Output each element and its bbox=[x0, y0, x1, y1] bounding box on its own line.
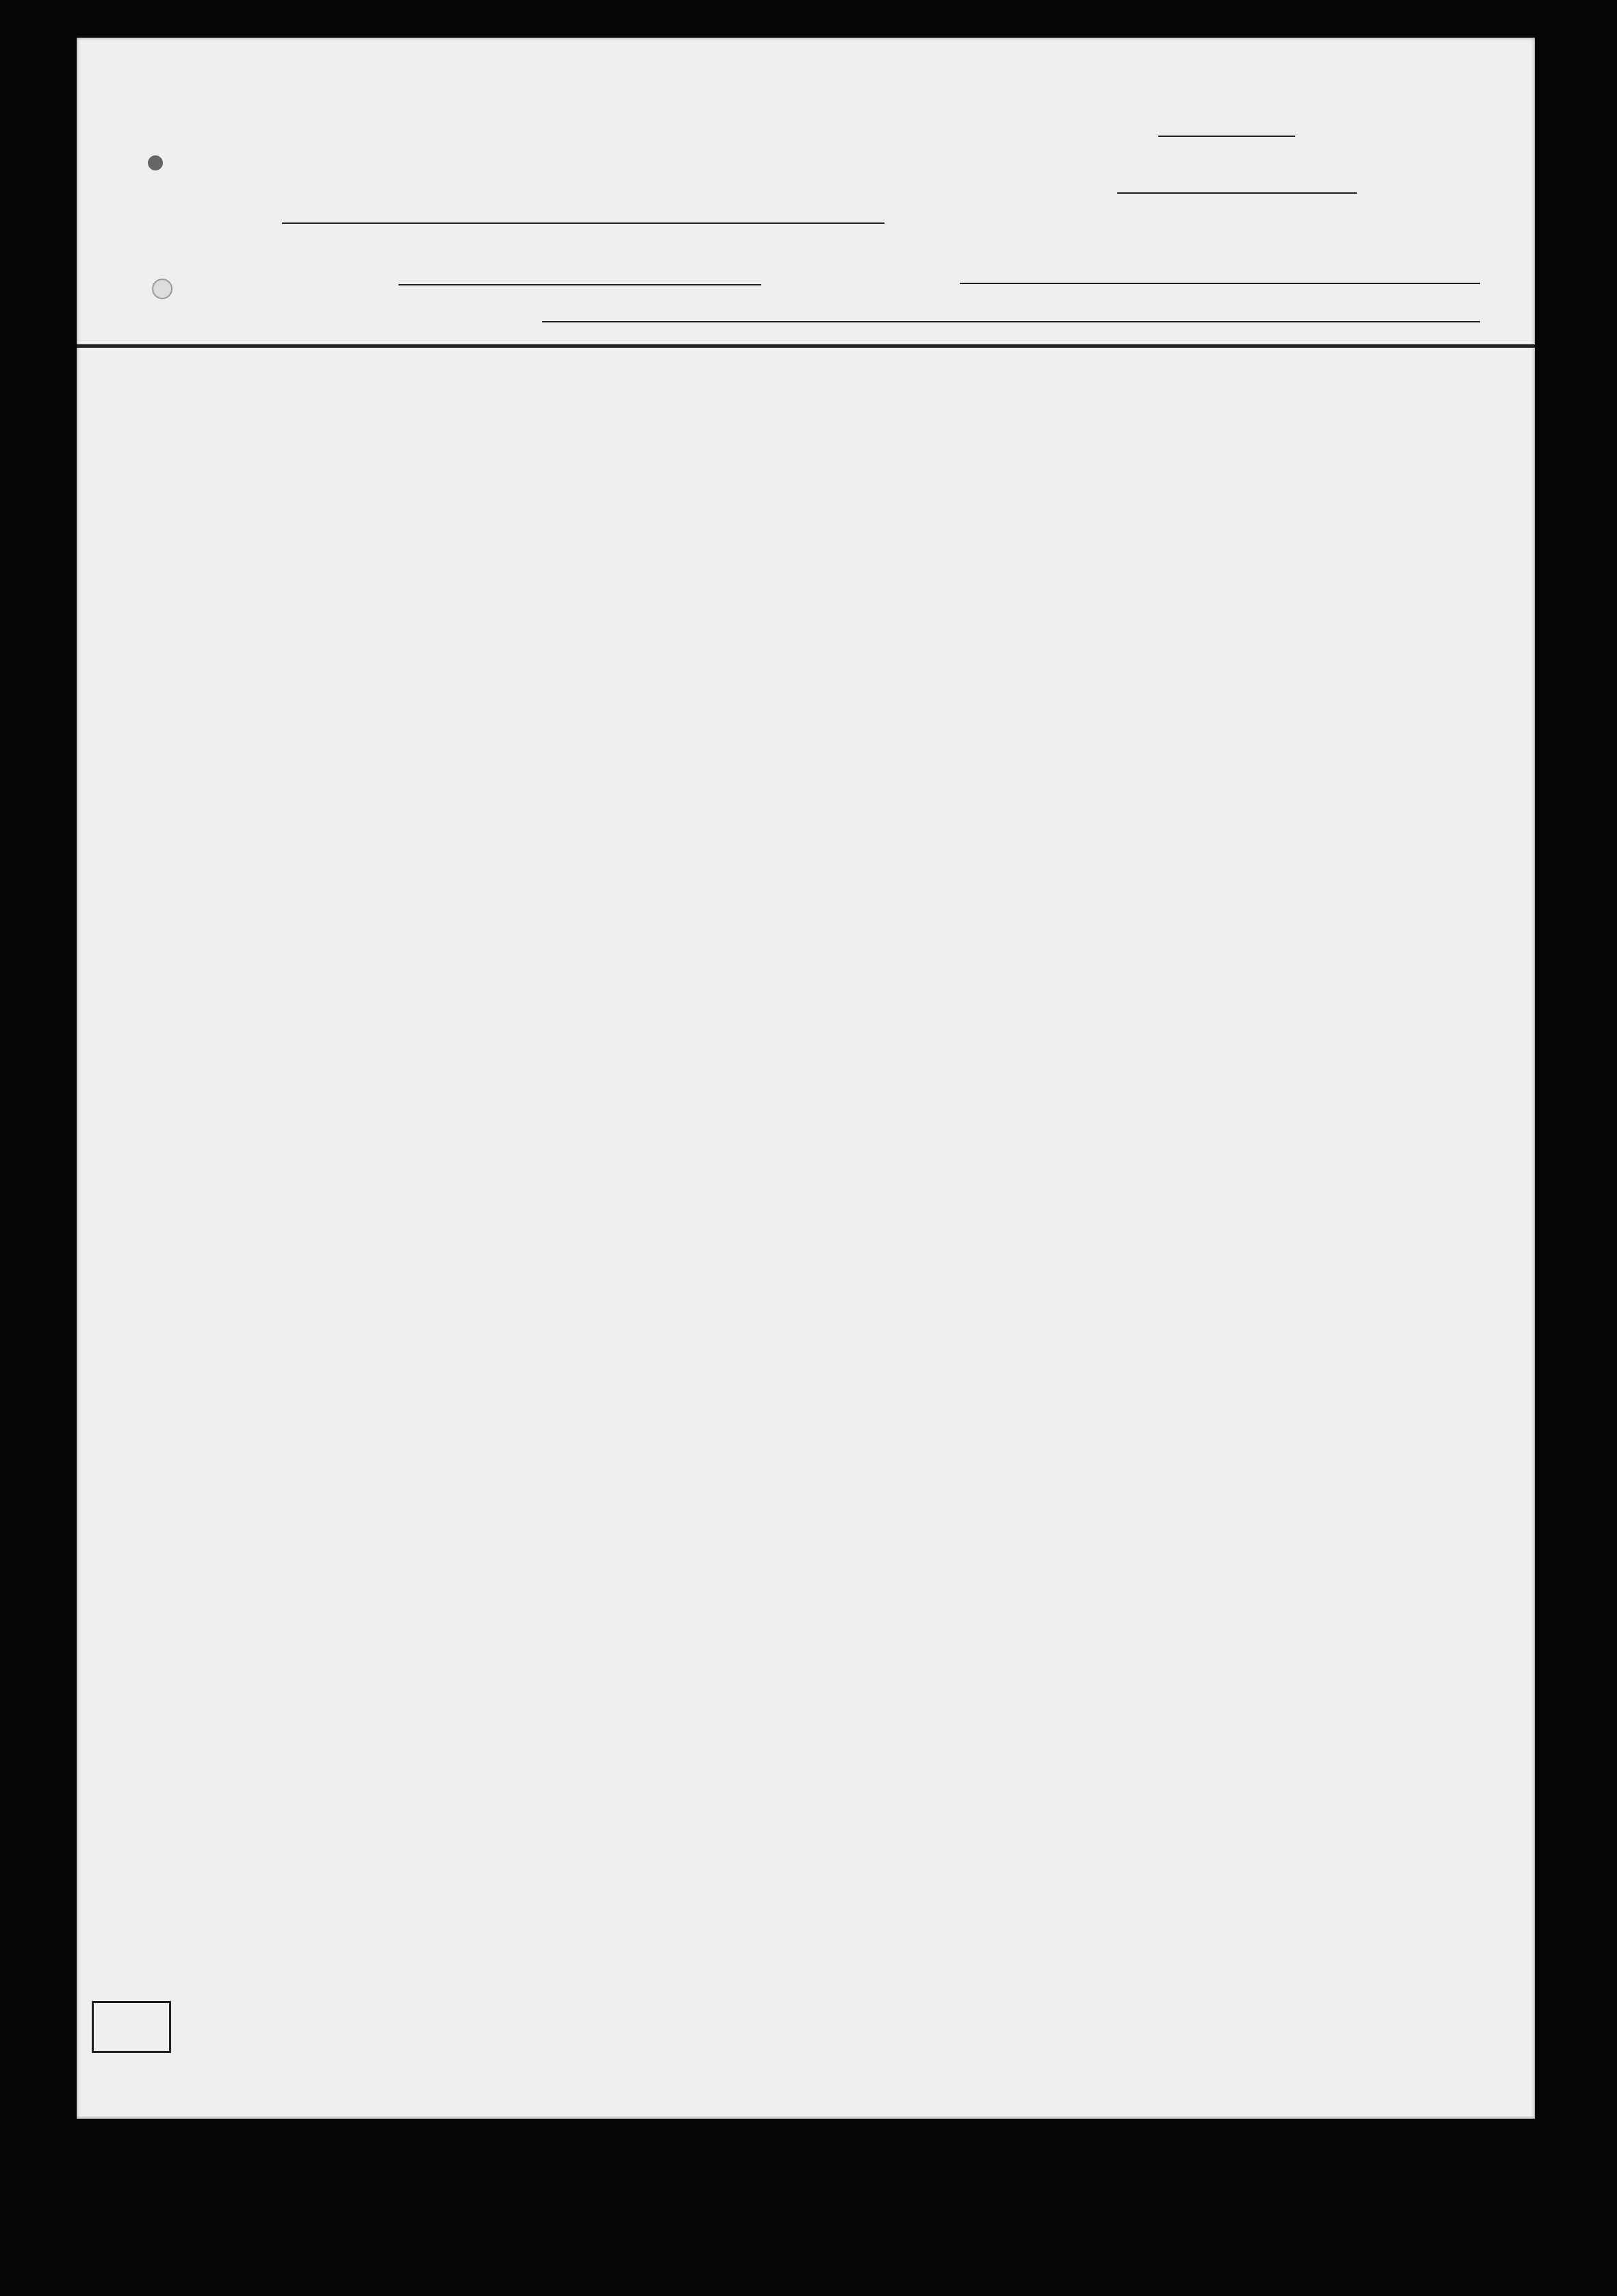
total-box bbox=[92, 2001, 171, 2053]
crew-list-sheet bbox=[77, 38, 1535, 2119]
crew-table bbox=[77, 38, 1535, 2119]
